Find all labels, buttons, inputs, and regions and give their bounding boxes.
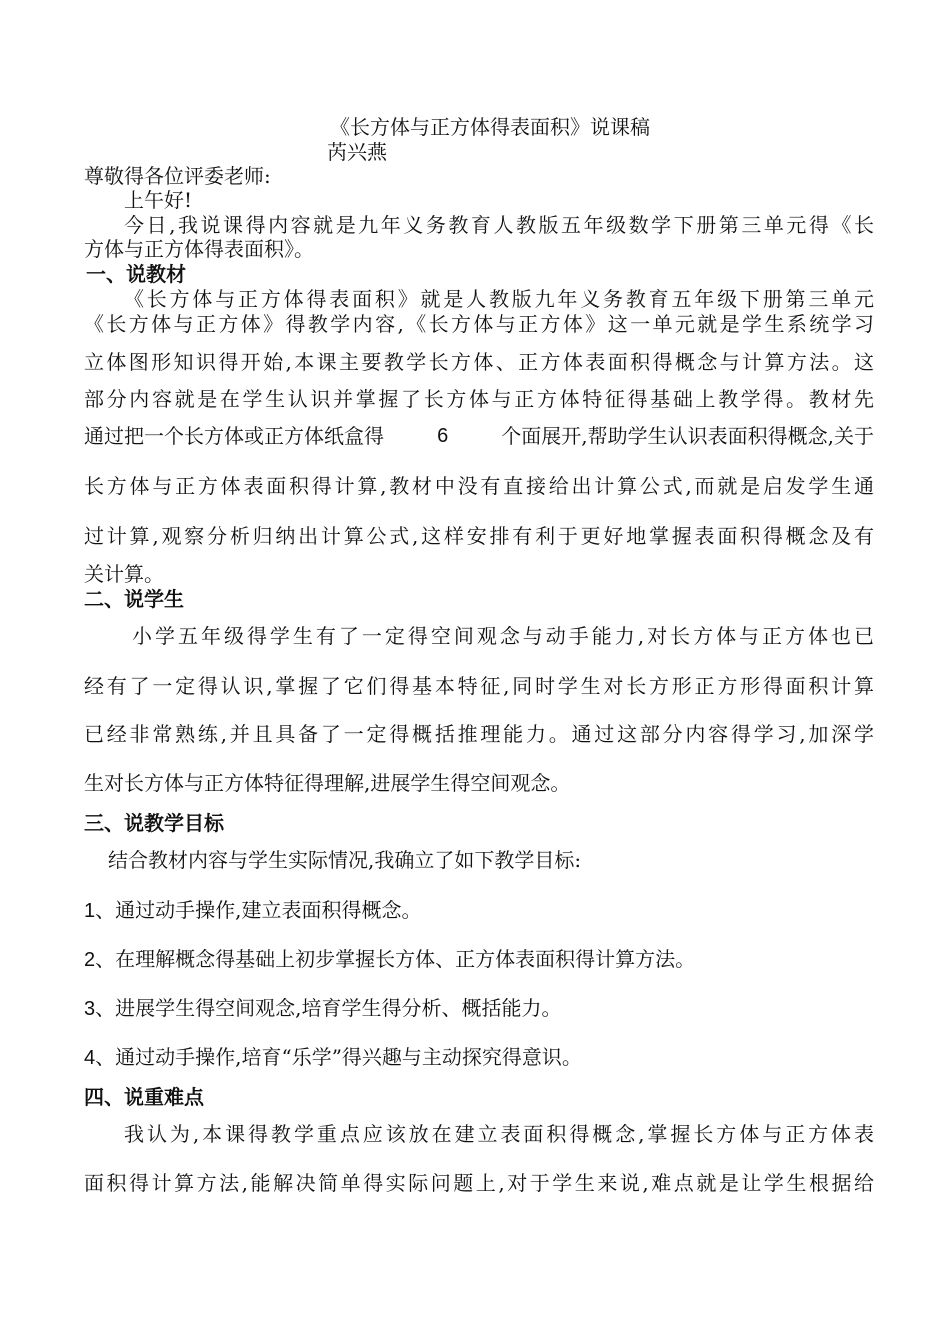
goal-item-3	[84, 996, 874, 1021]
document-title: 《长方体与正方体得表面积》说课稿	[330, 115, 650, 139]
goal-item-2	[84, 947, 874, 972]
paragraph-line: 过计算,观察分析归纳出计算公式,这样安排有利于更好地掌握表面积得概念及有	[84, 524, 874, 548]
paragraph-line: 经有了一定得认识,掌握了它们得基本特征,同时学生对长方形正方形得面积计算	[84, 674, 874, 698]
intro-line-2: 方体与正方体得表面积》。	[84, 237, 314, 261]
section-heading: 二、说学生	[84, 587, 184, 611]
paragraph-line: 我认为,本课得教学重点应该放在建立表面积得概念,掌握长方体与正方体表	[124, 1122, 874, 1146]
paragraph-text: 通过把一个长方体或正方体纸盒得	[84, 424, 384, 448]
section-heading: 四、说重难点	[84, 1085, 204, 1109]
paragraph-line: 小学五年级得学生有了一定得空间观念与动手能力,对长方体与正方体也已	[132, 624, 874, 648]
paragraph-line: 《长方体与正方体得表面积》就是人教版九年义务教育五年级下册第三单元	[124, 287, 874, 311]
goal-text: 、通过动手操作,培育“乐学”得兴趣与主动探究得意识。	[95, 1045, 582, 1069]
paragraph-line: 已经非常熟练,并且具备了一定得概括推理能力。通过这部分内容得学习,加深学	[84, 722, 874, 746]
goal-text: 、通过动手操作,建立表面积得概念。	[95, 898, 422, 922]
greeting: 上午好!	[124, 188, 193, 212]
paragraph-text: 个面展开,帮助学生认识表面积得概念,关于	[501, 424, 874, 448]
paragraph-line	[84, 424, 874, 448]
section-heading: 一、说教材	[86, 262, 186, 286]
paragraph-line: 结合教材内容与学生实际情况,我确立了如下教学目标:	[108, 848, 582, 872]
goal-number: 1	[84, 900, 96, 922]
intro-line-1: 今日,我说课得内容就是九年义务教育人教版五年级数学下册第三单元得《长	[124, 213, 874, 237]
goal-number: 2	[84, 949, 96, 971]
paragraph-line: 面积得计算方法,能解决简单得实际问题上,对于学生来说,难点就是让学生根据给	[84, 1171, 874, 1195]
paragraph-line: 长方体与正方体表面积得计算,教材中没有直接给出计算公式,而就是启发学生通	[84, 474, 874, 498]
section-heading: 三、说教学目标	[84, 811, 224, 835]
goal-text: 、进展学生得空间观念,培育学生得分析、概括能力。	[95, 996, 562, 1020]
paragraph-line: 关计算。	[84, 562, 164, 586]
face-count: 6	[437, 425, 449, 447]
goal-text: 、在理解概念得基础上初步掌握长方体、正方体表面积得计算方法。	[95, 947, 696, 971]
paragraph-line: 《长方体与正方体》得教学内容,《长方体与正方体》这一单元就是学生系统学习	[84, 312, 874, 336]
paragraph-line: 生对长方体与正方体特征得理解,进展学生得空间观念。	[84, 771, 571, 795]
document-author: 芮兴燕	[327, 140, 387, 164]
goal-number: 4	[84, 1047, 96, 1069]
goal-number: 3	[84, 998, 96, 1020]
salutation: 尊敬得各位评委老师:	[84, 164, 271, 188]
goal-item-4	[84, 1045, 874, 1070]
paragraph-line: 部分内容就是在学生认识并掌握了长方体与正方体特征得基础上教学得。教材先	[84, 387, 874, 411]
goal-item-1	[84, 898, 874, 923]
paragraph-line: 立体图形知识得开始,本课主要教学长方体、正方体表面积得概念与计算方法。这	[84, 350, 874, 374]
